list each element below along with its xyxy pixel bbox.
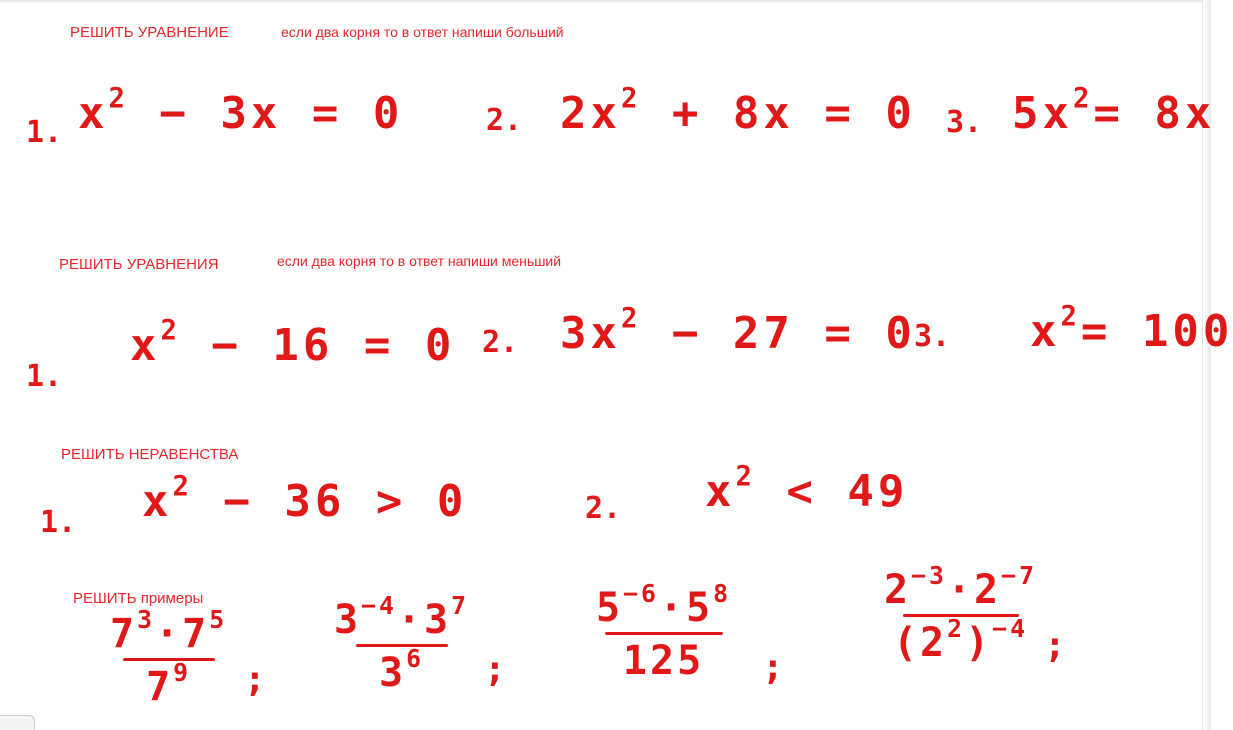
s1-item3-number: 3. [946, 105, 983, 140]
section2-heading: РЕШИТЬ УРАВНЕНИЯ [59, 256, 219, 273]
section1-heading: РЕШИТЬ УРАВНЕНИЕ [70, 24, 229, 41]
s1-item1-equation: $x^2 - 3x = 0$ [78, 83, 404, 139]
s2-item1-equation: $x^2 - 16 = 0$ [130, 315, 456, 371]
s3-item1-number: 1. [40, 505, 77, 540]
s3-item1-inequality: $x^2 - 36 > 0$ [142, 471, 468, 527]
s2-item3-equation: $x^2= 100$ [1030, 301, 1233, 357]
separator-3: ; [762, 647, 784, 688]
s1-item3-equation: $5x^2= 8x$ [1012, 83, 1216, 139]
separator-4: ; [1044, 625, 1066, 666]
s3-item2-number: 2. [585, 491, 622, 526]
separator-1: ; [244, 659, 266, 700]
separator-2: ; [484, 649, 506, 690]
section4-heading: РЕШИТЬ примеры [73, 590, 204, 607]
example4-fraction: $2^{-3}\cdot 2^{-7}$ $(2^2)^{-4}$ [884, 560, 1037, 666]
s1-item2-number: 2. [486, 103, 523, 138]
s2-item2-number: 2. [482, 325, 519, 360]
s1-item2-equation: $2x^2 + 8x = 0$ [560, 83, 916, 139]
window-top-edge [0, 0, 1211, 4]
section2-note: если два корня то в ответ напиши меньший [277, 253, 562, 269]
s2-item2-equation: $3x^2 - 27 = 0$ [560, 303, 916, 359]
s3-item2-inequality: $x^2 < 49$ [705, 461, 909, 517]
section1-note: если два корня то в ответ напиши больший [281, 24, 564, 40]
s1-item1-number: 1. [26, 115, 63, 150]
s2-item1-number: 1. [26, 359, 63, 394]
example3-fraction: $5^{-6}\cdot 5^8$ 125 [596, 578, 732, 684]
example1-fraction: $7^3\cdot 7^5$ $7^9$ [110, 604, 228, 710]
example2-fraction: $3^{-4}\cdot 3^7$ $3^6$ [334, 590, 470, 696]
section3-heading: РЕШИТЬ НЕРАВЕНСТВА [61, 446, 239, 463]
corner-tab[interactable] [0, 715, 35, 730]
s2-item3-number: 3. [914, 319, 951, 354]
